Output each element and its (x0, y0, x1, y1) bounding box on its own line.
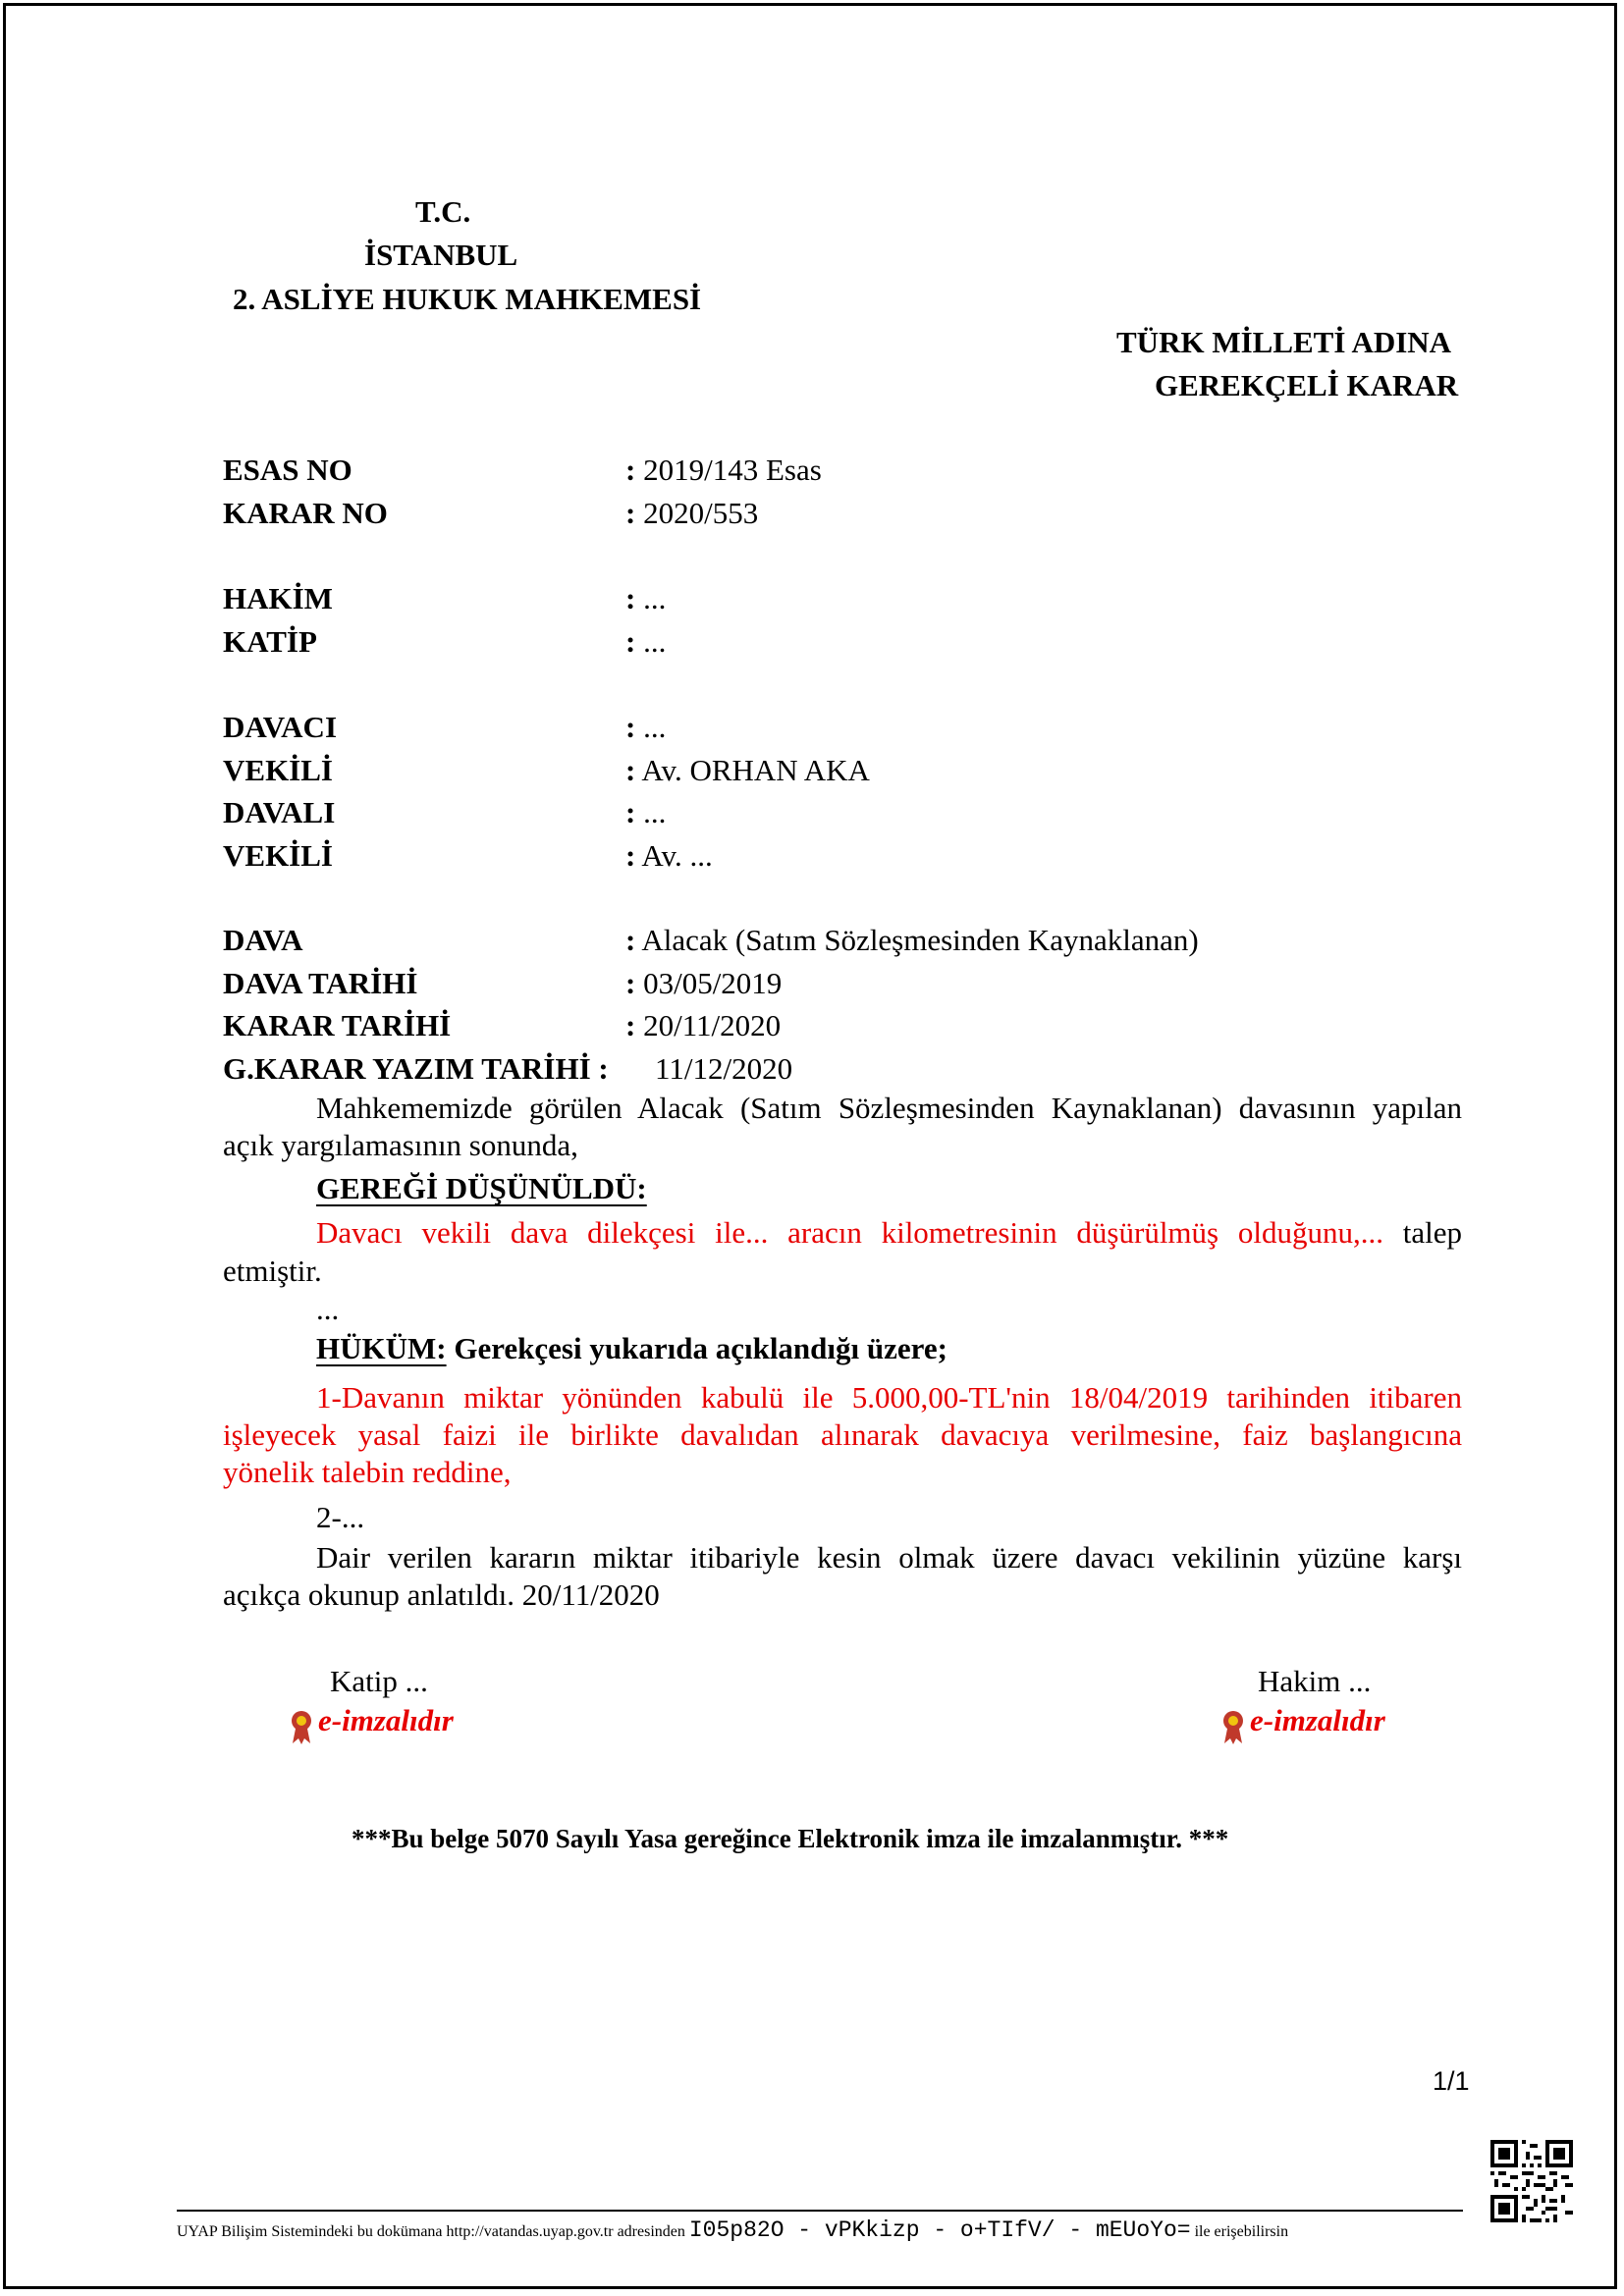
uyap-footer: UYAP Bilişim Sistemindeki bu dokümana http://vatandas.uyap.gov.tr adresinden I05p82O - vPKkizp - o+TIfV/ - mEUoYo= ile erişebilirsin (177, 2217, 1289, 2243)
hakim-value: : ... (625, 581, 667, 615)
karar-no-value: : 2020/553 (625, 496, 759, 530)
dava-label: DAVA (223, 923, 303, 957)
vekili-label: VEKİLİ (223, 753, 333, 787)
intro-line-1: Mahkememizde görülen Alacak (Satım Sözleşmesinden Kaynaklanan) davasının yapılan (316, 1091, 1462, 1125)
dava-value: : Alacak (Satım Sözleşmesinden Kaynaklanan) (625, 923, 1199, 957)
gkarar-label: G.KARAR YAZIM TARİHİ : (223, 1051, 609, 1086)
header-decision-type: GEREKÇELİ KARAR (1155, 368, 1459, 402)
esas-no-label: ESAS NO (223, 453, 352, 487)
katip-esignature: e-imzalıdır (287, 1703, 454, 1745)
davali-value: : ... (625, 795, 667, 829)
e-signature-seal-icon (1218, 1708, 1248, 1745)
section-heading-geregi: GEREĞİ DÜŞÜNÜLDÜ: (316, 1171, 647, 1205)
hukum-heading: HÜKÜM: Gerekçesi yukarıda açıklandığı üzere; (316, 1331, 947, 1365)
header-city: İSTANBUL (364, 238, 518, 272)
esas-no-value: : 2019/143 Esas (625, 453, 822, 487)
vekili-value: : Av. ORHAN AKA (625, 753, 870, 787)
dava-tarihi-value: : 03/05/2019 (625, 966, 783, 1000)
verdict-line-2: işleyecek yasal faizi ile birlikte davalıdan alınarak davacıya verilmesine, faiz başlangıcına (223, 1417, 1462, 1452)
hakim-label: HAKİM (223, 581, 333, 615)
header-tc: T.C. (415, 194, 471, 229)
katip-signature-name: Katip ... (330, 1664, 428, 1698)
dava-tarihi-label: DAVA TARİHİ (223, 966, 418, 1000)
e-signature-notice: ***Bu belge 5070 Sayılı Yasa gereğince Elektronik imza ile imzalanmıştır. *** (352, 1824, 1229, 1853)
ellipsis-line: ... (316, 1292, 340, 1326)
page-number: 1/1 (1433, 2066, 1470, 2096)
hakim-esignature: e-imzalıdır (1218, 1703, 1385, 1745)
vekili-value: : Av. ... (625, 838, 713, 873)
hakim-signature-name: Hakim ... (1258, 1664, 1372, 1698)
header-nation: TÜRK MİLLETİ ADINA (1116, 325, 1452, 359)
katip-value: : ... (625, 624, 667, 659)
davaci-value: : ... (625, 710, 667, 744)
verdict-line-3: yönelik talebin reddine, (223, 1455, 512, 1489)
e-signature-seal-icon (287, 1708, 316, 1745)
intro-line-2: açık yargılamasının sonunda, (223, 1128, 578, 1162)
davaci-label: DAVACI (223, 710, 338, 744)
karar-tarihi-label: KARAR TARİHİ (223, 1008, 452, 1042)
qr-code (1490, 2140, 1573, 2227)
verdict-line-1: 1-Davanın miktar yönünden kabulü ile 5.000,00-TL'nin 18/04/2019 tarihinden itibaren (316, 1380, 1462, 1415)
karar-no-label: KARAR NO (223, 496, 388, 530)
karar-tarihi-value: : 20/11/2020 (625, 1008, 782, 1042)
vekili-label: VEKİLİ (223, 838, 333, 873)
claim-line-2: etmiştir. (223, 1254, 322, 1288)
katip-label: KATİP (223, 624, 317, 659)
header-court: 2. ASLİYE HUKUK MAHKEMESİ (233, 282, 702, 316)
gkarar-value: 11/12/2020 (655, 1051, 793, 1086)
claim-line-1: Davacı vekili dava dilekçesi ile... aracın kilometresinin düşürülmüş olduğunu,... talep (316, 1215, 1462, 1250)
verdict-item-2: 2-... (316, 1500, 365, 1534)
davali-label: DAVALI (223, 795, 336, 829)
closing-line-2: açıkça okunup anlatıldı. 20/11/2020 (223, 1577, 660, 1612)
closing-line-1: Dair verilen kararın miktar itibariyle kesin olmak üzere davacı vekilinin yüzüne karşı (316, 1540, 1462, 1575)
footer-divider (177, 2210, 1463, 2212)
